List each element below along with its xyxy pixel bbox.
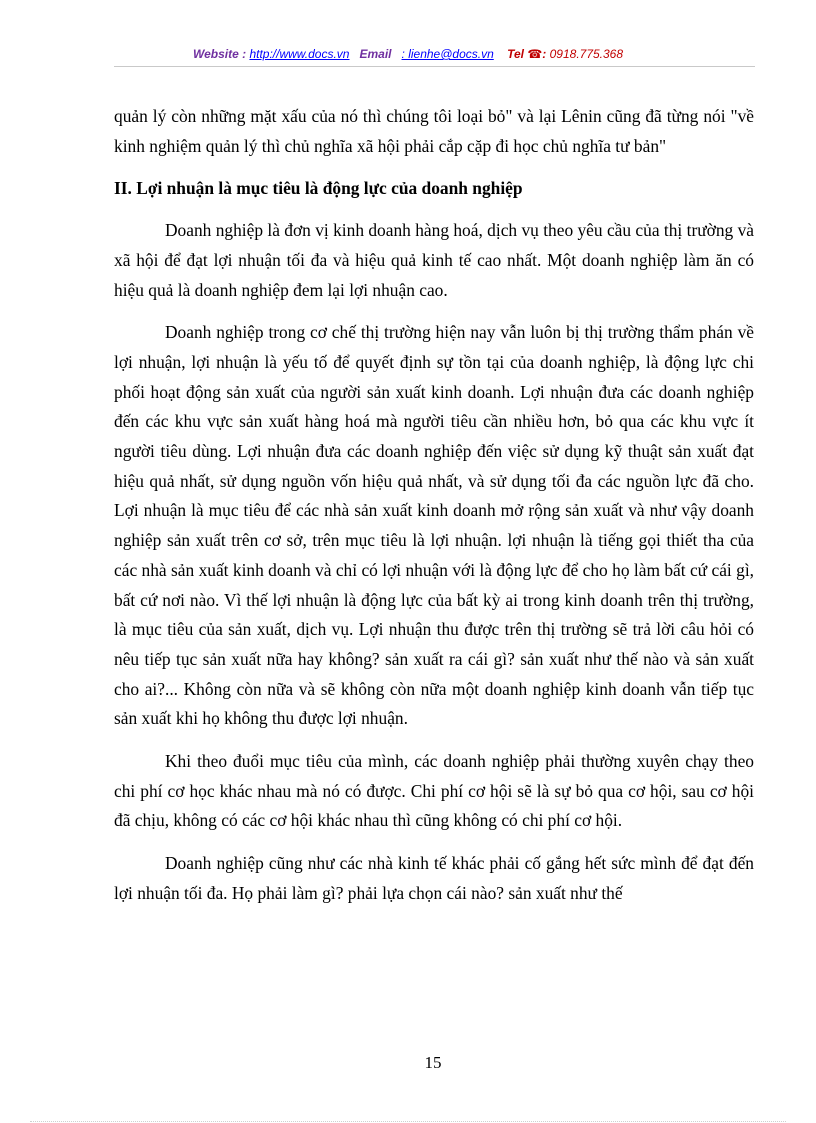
page-header <box>0 47 816 61</box>
tel-value: 0918.775.368 <box>549 47 624 61</box>
header-divider <box>114 66 755 67</box>
website-link[interactable]: http://www.docs.vn <box>249 47 350 61</box>
paragraph-2: Doanh nghiệp trong cơ chế thị trường hiện nay vẫn luôn bị thị trường thẩm phán về lợi nhuận, lợi nhuận là yếu tố để quyết định sự tồn tại của doanh nghiệp, là động lực chi phối hoạt động sản xuất của người sản xuất kinh doanh. Lợi nhuận đưa các doanh nghiệp đến các khu vực sản xuất hàng hoá mà người tiêu cần nhiều hơn, bỏ qua các khu vực ít người tiêu dùng. Lợi nhuận đưa các doanh nghiệp đến việc sử dụng kỹ thuật sản xuất đạt hiệu quả nhất, sử dụng nguồn vốn hiệu quả nhất, và sử dụng tối đa các nguồn lực đã cho. Lợi nhuận là mục tiêu để các nhà sản xuất kinh doanh mở rộng sản xuất và như vậy doanh nghiệp sản xuất trên cơ sở, trên mục tiêu là lợi nhuận. lợi nhuận là tiếng gọi thiết tha của các nhà sản xuất kinh doanh và chỉ có lợi nhuận với là động lực để cho họ làm bất cứ cái gì, bất cứ nơi nào. Vì thế lợi nhuận là động lực của bất kỳ ai trong kinh doanh trên thị trường, là mục tiêu của sản xuất, dịch vụ. Lợi nhuận thu được trên thị trường sẽ trả lời câu hỏi có nêu tiếp tục sản xuất nữa hay không? sản xuất ra cái gì? sản xuất như thế nào và sản xuất cho ai?... Không còn nữa và sẽ không còn nữa một doanh nghiệp kinh doanh vẫn tiếp tục sản xuất khi họ không thu được lợi nhuận. <box>114 322 754 729</box>
footer-divider <box>30 1121 786 1122</box>
paragraph-3: Khi theo đuổi mục tiêu của mình, các doanh nghiệp phải thường xuyên chạy theo chi phí cơ học khác nhau mà nó có được. Chi phí cơ hội sẽ là sự bỏ qua cơ hội, sau cơ hội đã chịu, không có các cơ hội khác nhau thì cũng không có chi phí cơ hội. <box>114 751 754 831</box>
section-heading: II. Lợi nhuận là mục tiêu là động lực của doanh nghiệp <box>114 178 523 199</box>
email-link[interactable]: : lienhe@docs.vn <box>401 47 494 61</box>
website-label: Website : <box>192 47 247 61</box>
paragraph-continuation: quản lý còn những mặt xấu của nó thì chúng tôi loại bỏ" và lại Lênin cũng đã từng nói "về kinh nghiệm quản lý thì chủ nghĩa xã hội phải cắp cặp đi học chủ nghĩa tư bản" <box>114 106 754 156</box>
paragraph-4: Doanh nghiệp cũng như các nhà kinh tế khác phải cố gắng hết sức mình để đạt đến lợi nhuận tối đa. Họ phải làm gì? phải lựa chọn cái nào? sản xuất như thế <box>114 853 754 903</box>
tel-label: Tel ☎: <box>507 47 547 61</box>
email-label: Email <box>359 47 392 61</box>
page-number: 15 <box>424 1053 442 1072</box>
document-body <box>114 102 754 922</box>
paragraph-1: Doanh nghiệp là đơn vị kinh doanh hàng hoá, dịch vụ theo yêu cầu của thị trường và xã hội để đạt lợi nhuận tối đa và hiệu quả kinh tế cao nhất. Một doanh nghiệp làm ăn có hiệu quả là doanh nghiệp đem lại lợi nhuận cao. <box>114 220 755 300</box>
